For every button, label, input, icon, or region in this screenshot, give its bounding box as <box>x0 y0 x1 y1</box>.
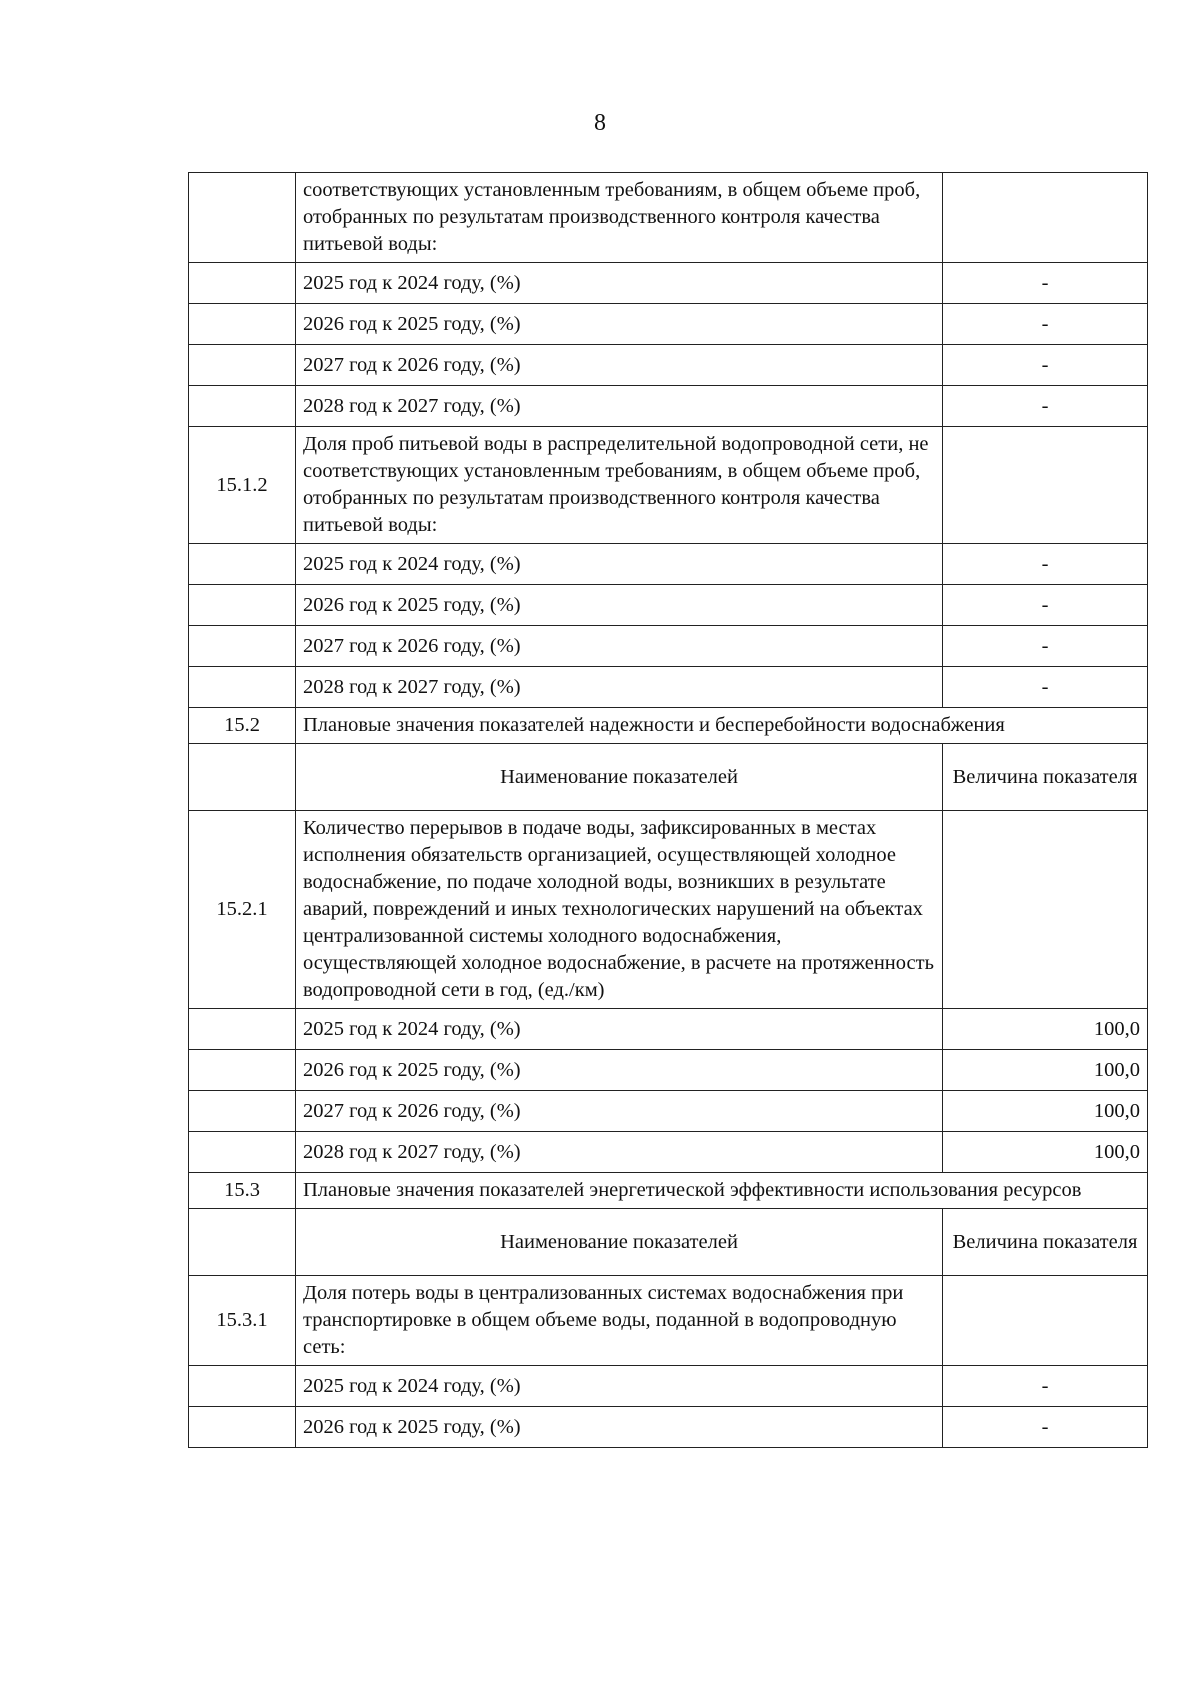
table-row <box>189 1407 1148 1448</box>
row-number <box>189 345 296 386</box>
table-row <box>189 708 1148 744</box>
row-number <box>189 1009 296 1050</box>
column-header-name: Наименование показателей <box>296 1209 943 1276</box>
table-row <box>189 1276 1148 1366</box>
indicator-table <box>188 172 1148 1448</box>
row-number <box>189 544 296 585</box>
indicator-value: - <box>943 345 1148 386</box>
page-number: 8 <box>594 110 606 136</box>
table-row <box>189 304 1148 345</box>
table-row <box>189 1009 1148 1050</box>
table-row <box>189 1050 1148 1091</box>
indicator-name: 2028 год к 2027 году, (%) <box>296 667 943 708</box>
table-row <box>189 1132 1148 1173</box>
table-row <box>189 1173 1148 1209</box>
row-number <box>189 1091 296 1132</box>
indicator-value <box>943 1276 1148 1366</box>
table-row <box>189 626 1148 667</box>
indicator-name: 2027 год к 2026 году, (%) <box>296 1091 943 1132</box>
row-number <box>189 626 296 667</box>
indicator-name: соответствующих установленным требованиям, в общем объеме проб, отобранных по результатам производственного контроля качества питьевой воды: <box>296 173 943 263</box>
section-title: Плановые значения показателей энергетической эффективности использования ресурсов <box>296 1173 1148 1209</box>
table-row <box>189 585 1148 626</box>
table-row <box>189 544 1148 585</box>
indicator-name: 2026 год к 2025 году, (%) <box>296 1407 943 1448</box>
indicator-value: - <box>943 304 1148 345</box>
row-number <box>189 304 296 345</box>
table-row <box>189 1091 1148 1132</box>
indicator-value: - <box>943 585 1148 626</box>
indicator-name: 2025 год к 2024 году, (%) <box>296 1009 943 1050</box>
indicator-name: 2025 год к 2024 году, (%) <box>296 1366 943 1407</box>
indicator-name: Доля проб питьевой воды в распределительной водопроводной сети, не соответствующих установленным требованиям, в общем объеме проб, отобранных по результатам производственного контроля качества питьевой воды: <box>296 427 943 544</box>
indicator-name: 2026 год к 2025 году, (%) <box>296 304 943 345</box>
table-row <box>189 811 1148 1009</box>
table-row <box>189 1209 1148 1276</box>
column-header-value: Величина показателя <box>943 744 1148 811</box>
indicator-value: - <box>943 1366 1148 1407</box>
indicator-name: 2026 год к 2025 году, (%) <box>296 585 943 626</box>
table-row <box>189 1366 1148 1407</box>
section-number: 15.3 <box>189 1173 296 1209</box>
indicator-name: 2028 год к 2027 году, (%) <box>296 386 943 427</box>
indicator-value: - <box>943 626 1148 667</box>
table-row <box>189 173 1148 263</box>
table-row <box>189 427 1148 544</box>
indicator-name: 2025 год к 2024 году, (%) <box>296 544 943 585</box>
indicator-value: - <box>943 544 1148 585</box>
indicator-value: 100,0 <box>943 1050 1148 1091</box>
row-number <box>189 1209 296 1276</box>
section-title: Плановые значения показателей надежности и бесперебойности водоснабжения <box>296 708 1148 744</box>
indicator-value: 100,0 <box>943 1132 1148 1173</box>
row-number <box>189 585 296 626</box>
indicator-value <box>943 427 1148 544</box>
indicator-value: 100,0 <box>943 1009 1148 1050</box>
indicator-value: - <box>943 667 1148 708</box>
indicator-name: 2027 год к 2026 году, (%) <box>296 345 943 386</box>
indicator-name: 2028 год к 2027 году, (%) <box>296 1132 943 1173</box>
indicator-value <box>943 173 1148 263</box>
row-number: 15.2.1 <box>189 811 296 1009</box>
row-number <box>189 1132 296 1173</box>
table-row <box>189 667 1148 708</box>
row-number <box>189 1050 296 1091</box>
indicator-name: Количество перерывов в подаче воды, зафиксированных в местах исполнения обязательств организацией, осуществляющей холодное водоснабжение, по подаче холодной воды, возникших в результате аварий, повреждений и иных технологических нарушений на объектах централизованной системы холодного водоснабжения, осуществляющей холодное водоснабжение, в расчете на протяженность водопроводной сети в год, (ед./км) <box>296 811 943 1009</box>
indicator-value: 100,0 <box>943 1091 1148 1132</box>
table-row <box>189 744 1148 811</box>
indicator-name: 2025 год к 2024 году, (%) <box>296 263 943 304</box>
row-number <box>189 386 296 427</box>
row-number <box>189 1366 296 1407</box>
indicator-name: Доля потерь воды в централизованных системах водоснабжения при транспортировке в общем объеме воды, поданной в водопроводную сеть: <box>296 1276 943 1366</box>
row-number <box>189 744 296 811</box>
indicator-value: - <box>943 263 1148 304</box>
table-row <box>189 386 1148 427</box>
row-number <box>189 1407 296 1448</box>
indicator-value <box>943 811 1148 1009</box>
row-number <box>189 667 296 708</box>
column-header-value: Величина показателя <box>943 1209 1148 1276</box>
section-number: 15.2 <box>189 708 296 744</box>
indicator-value: - <box>943 386 1148 427</box>
indicator-value: - <box>943 1407 1148 1448</box>
row-number <box>189 173 296 263</box>
row-number: 15.3.1 <box>189 1276 296 1366</box>
row-number: 15.1.2 <box>189 427 296 544</box>
table-row <box>189 345 1148 386</box>
indicator-name: 2026 год к 2025 году, (%) <box>296 1050 943 1091</box>
indicator-name: 2027 год к 2026 году, (%) <box>296 626 943 667</box>
table-row <box>189 263 1148 304</box>
column-header-name: Наименование показателей <box>296 744 943 811</box>
row-number <box>189 263 296 304</box>
